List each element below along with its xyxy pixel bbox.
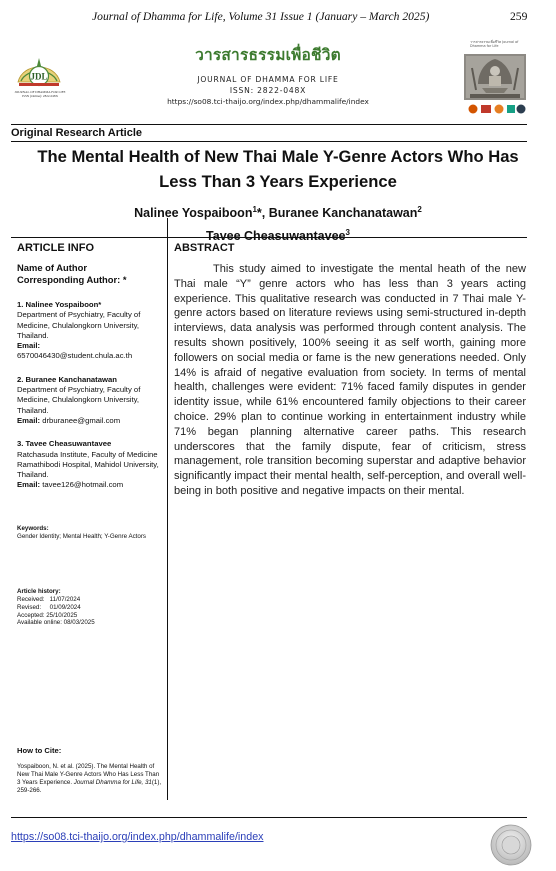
author-email[interactable]: 6570046430@student.chula.ac.th	[17, 351, 133, 361]
logo-caption: JOURNAL OF DHAMMA FOR LIFE ISSN (Online): 2822-048X	[14, 90, 66, 98]
author-block-name: 3. Tavee Cheasuwantavee	[17, 439, 112, 449]
abstract-body	[174, 262, 526, 499]
citation-text: Yospaiboon, N. et al. (2025). The Mental Health of New Thai Male Y-Genre Actors Who Has Less Than 3 Years Experience.	[17, 763, 160, 786]
history-label: Article history:	[17, 588, 61, 595]
author-affiliation: Ratchasuda Institute, Faculty of Medicine Ramathibodi Hospital, Mahidol University, Thailand.	[17, 449, 159, 480]
author-1-mark: *,	[256, 206, 269, 220]
corresponding-label-1: Name of Author	[17, 262, 87, 273]
author-3-sup: 3	[345, 228, 350, 237]
title-rule-top	[11, 141, 527, 142]
keywords-text: Gender Identity; Mental Health; Y-Genre Actors	[17, 533, 146, 540]
email-label: Email:	[17, 341, 41, 351]
abstract-text: This study aimed to investigate the mental heath of the new Thai male “Y” genre actors who has less than 3 years acting experience. This qualitative research was conducted in 7 Thai male Y-genre actors based on literature reviews using semi-structured in-depth interviews, data analysis was performed through content analysis. The results shown positively, 100% seeing it as self worth, gaining more followers on social media or fame is the new generations needed. Only 14% is afraid of negative evaluation from society. In terms of mental health, challenges were evident: 71% faced family disputes in gender identity issue, while 61% encountered family objections to their career choice. 29% plan to continue working in entertainment industry while 71% began planning alternative career paths. This research underscores that the family dispute, fear of criticism, stress management, role transition becoming superstar and adaptive behavior significantly impact their mental health, self-perception, and overall well-being in both positive and negative impacts on their mental.	[174, 263, 526, 497]
index-badges-icon	[467, 103, 527, 115]
running-head	[0, 8, 556, 26]
page-number: 259	[510, 10, 528, 23]
article-info	[17, 262, 163, 491]
logo-text: JDL	[30, 71, 48, 82]
article-type: Original Research Article	[11, 127, 143, 139]
citation-tail: (1), 259-266.	[17, 779, 162, 794]
author-2: Buranee Kanchanatawan	[268, 206, 418, 220]
article-info-heading: ARTICLE INFO	[17, 242, 94, 254]
author-list	[80, 200, 476, 246]
column-divider	[167, 218, 168, 800]
email-label: Email:	[17, 480, 41, 490]
author-2-sup: 2	[417, 205, 422, 214]
author-1: Nalinee Yospaiboon	[134, 206, 253, 220]
journal-issn: ISSN: 2822-048X	[229, 86, 307, 95]
author-block-3	[17, 439, 163, 490]
jdl-logo-icon	[15, 52, 63, 90]
running-head-title: Journal of Dhamma for Life, Volume 31 Issue 1 (January – March 2025)	[92, 10, 430, 23]
abstract-heading: ABSTRACT	[174, 242, 235, 254]
cite-label: How to Cite:	[17, 746, 62, 755]
cover-caption: วารสารธรรมเพื่อชีวิต Journal of Dhamma for Life	[470, 40, 519, 48]
history-accepted: Accepted: 25/10/2025	[17, 611, 78, 619]
author-block-2	[17, 375, 163, 426]
header-rule	[11, 124, 527, 125]
journal-url[interactable]: https://so08.tci-thaijo.org/index.php/dhammalife/index	[167, 97, 369, 106]
history-online: Available online: 08/03/2025	[17, 619, 95, 627]
author-block-1	[17, 300, 163, 362]
author-block-name: 2. Buranee Kanchanatawan	[17, 374, 117, 384]
author-block-name: 1. Nalinee Yospaiboon*	[17, 300, 102, 309]
journal-thai-title: วารสารธรรมเพื่อชีวิต	[195, 46, 341, 64]
article-title: The Mental Health of New Thai Male Y-Genre Actors Who Has Less Than 3 Years Experience	[37, 147, 519, 191]
citation	[17, 763, 163, 795]
masthead	[150, 42, 386, 106]
corresponding-label-2: Corresponding Author: *	[17, 274, 127, 285]
citation-journal: Journal Dhamma for Life, 31	[73, 779, 152, 786]
email-label: Email:	[17, 415, 41, 425]
keywords-label: Keywords:	[17, 525, 49, 532]
history-received: Received: 11/07/2024	[17, 596, 81, 603]
temple-relief-image-icon	[464, 54, 526, 100]
journal-english-title: JOURNAL OF DHAMMA FOR LIFE	[197, 75, 339, 84]
author-affiliation: Department of Psychiatry, Faculty of Medicine, Chulalongkorn University, Thailand.	[17, 310, 141, 340]
seal-icon	[490, 824, 532, 866]
history-revised: Revised: 01/09/2024	[17, 603, 81, 611]
author-email[interactable]: drburanee@gmail.com	[42, 415, 121, 425]
footer-rule	[11, 817, 527, 818]
author-email[interactable]: tavee126@hotmail.com	[42, 480, 124, 490]
footer-url-link[interactable]: https://so08.tci-thaijo.org/index.php/dhammalife/index	[11, 831, 264, 843]
author-1-sup: 1	[252, 205, 257, 214]
author-3: Tavee Cheasuwantavee	[206, 229, 346, 243]
author-affiliation: Department of Psychiatry, Faculty of Medicine, Chulalongkorn University, Thailand.	[17, 385, 141, 415]
article-history	[17, 588, 163, 627]
keywords-block	[17, 525, 163, 541]
